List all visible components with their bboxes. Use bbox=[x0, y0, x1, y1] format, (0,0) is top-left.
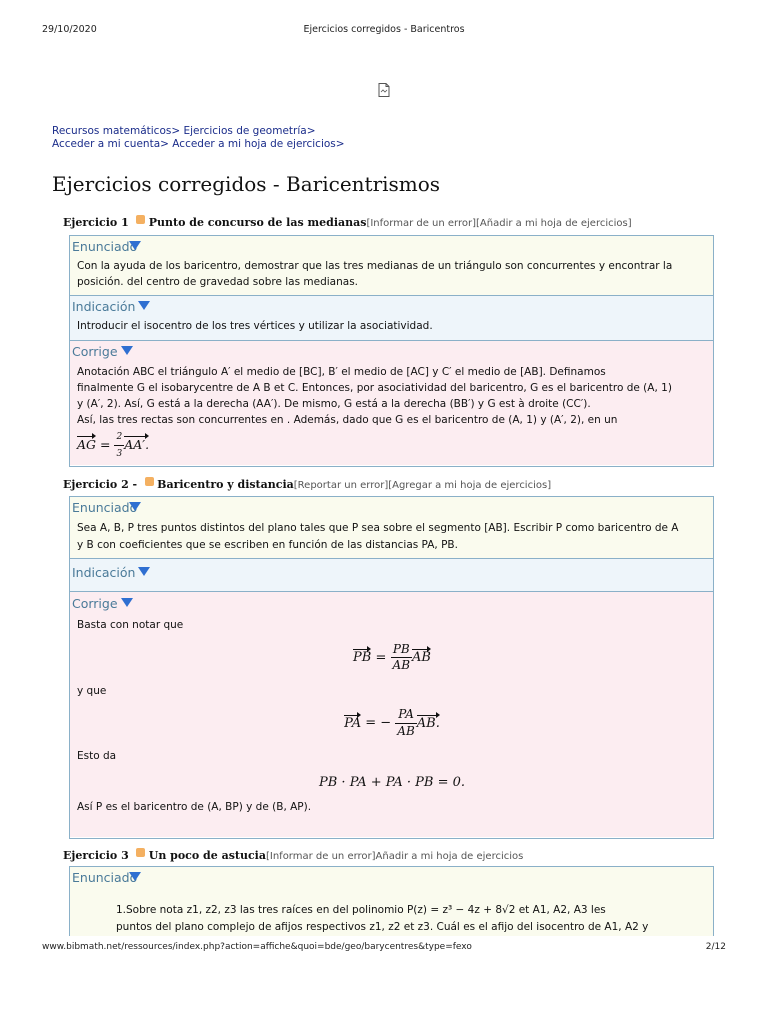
corrige-section bbox=[70, 341, 713, 465]
formula-equals: = bbox=[100, 437, 111, 452]
enunciado-section bbox=[70, 497, 713, 559]
enunciado-text: Con la ayuda de los baricentro, demostrar que las tres medianas de un triángulo son concurrentes y encontrar la posición. del centro de gravedad sobre las medianas. bbox=[77, 260, 673, 288]
document-icon bbox=[378, 83, 390, 97]
enunciado-toggle[interactable] bbox=[70, 497, 713, 518]
corrige-line: Anotación ABC el triángulo A′ el medio de [BC], B′ el medio de [AC] y C′ el medio de [AB]. Definamos bbox=[77, 366, 606, 378]
indicacion-toggle[interactable] bbox=[70, 296, 713, 317]
nav-link-geometria[interactable]: Ejercicios de geometría bbox=[183, 125, 307, 137]
nav-separator: > bbox=[160, 138, 169, 150]
fraction-denominator: AB bbox=[397, 723, 415, 738]
enunciado-section bbox=[70, 867, 713, 936]
vector-pa: PA bbox=[344, 715, 362, 731]
exercise-label: Ejercicio 3 bbox=[63, 849, 129, 862]
exercise-name: Un poco de astucia bbox=[148, 849, 266, 862]
indicacion-text: Introducir el isocentro de los tres vértices y utilizar la asociatividad. bbox=[77, 320, 433, 332]
nav-separator: > bbox=[335, 138, 345, 150]
corrige-line: Basta con notar que bbox=[77, 619, 184, 631]
indicacion-title: Indicación bbox=[72, 299, 136, 314]
corrige-text bbox=[70, 362, 713, 465]
equation-pb bbox=[77, 642, 707, 674]
fraction-numerator: PB bbox=[391, 642, 412, 659]
corrige-line: y que bbox=[77, 684, 107, 697]
corrige-line: Esto da bbox=[77, 750, 117, 762]
exercise-header bbox=[63, 215, 632, 229]
exercise-box bbox=[69, 866, 714, 936]
exercise-box bbox=[69, 496, 714, 839]
corrige-title: Corrige bbox=[72, 344, 118, 359]
exercise-label: Ejercicio 1 bbox=[63, 216, 129, 229]
equation-pa bbox=[77, 707, 707, 739]
equation-sum: PB · PA + PA · PB = 0. bbox=[319, 774, 465, 790]
enunciado-text bbox=[70, 888, 713, 936]
print-header bbox=[42, 24, 726, 38]
exercise-name: Baricentro y distancia bbox=[157, 478, 294, 491]
exercise-header bbox=[63, 477, 551, 491]
chevron-down-icon bbox=[129, 872, 141, 881]
enunciado-title: Enunciado bbox=[72, 500, 138, 515]
corrige-section bbox=[70, 592, 713, 837]
exercise-name: Punto de concurso de las medianas bbox=[148, 216, 367, 229]
pencil-icon bbox=[136, 848, 145, 857]
corrige-line: y (A′, 2). Así, G está a la derecha (AA′). De mismo, G está a la derecha (BB′) y G est à droite (CC′). bbox=[77, 398, 591, 410]
chevron-down-icon bbox=[121, 346, 133, 355]
chevron-down-icon bbox=[138, 301, 150, 310]
corrige-line: finalmente G el isobarycentre de A B et C. Entonces, por asociatividad del baricentro, G es el baricentro de (A, 1) bbox=[77, 382, 672, 394]
formula-fraction bbox=[114, 429, 124, 462]
enunciado-toggle[interactable] bbox=[70, 236, 713, 257]
equation-fraction bbox=[395, 707, 416, 739]
vector-aa: AA′. bbox=[124, 437, 150, 452]
exercise-links[interactable]: [Informar de un error][Añadir a mi hoja de ejercicios] bbox=[366, 218, 632, 229]
chevron-down-icon bbox=[121, 598, 133, 607]
corrige-line: Así, las tres rectas son concurrentes en . Además, dado que G es el baricentro de (A, 1) y (A′, 2), en un bbox=[77, 414, 618, 426]
corrige-text bbox=[70, 614, 713, 822]
breadcrumb bbox=[52, 125, 345, 151]
exercise-links[interactable]: [Informar de un error]Añadir a mi hoja de ejercicios bbox=[265, 851, 524, 862]
nav-link-recursos[interactable]: Recursos matemáticos bbox=[52, 125, 172, 137]
chevron-down-icon bbox=[138, 567, 150, 576]
enunciado-line: 1.Sobre nota z1, z2, z3 las tres raíces en del polinomio P(z) = z³ − 4z + 8√2 et A1, A2, A3 les bbox=[116, 904, 606, 916]
page-title: Ejercicios corregidos - Baricentrismos bbox=[52, 172, 441, 196]
equation-fraction bbox=[391, 642, 412, 674]
print-page-number: 2/12 bbox=[705, 942, 726, 952]
exercise-links[interactable]: [Reportar un error][Agregar a mi hoja de ejercicios] bbox=[293, 480, 552, 491]
enunciado-text bbox=[70, 518, 713, 560]
print-footer bbox=[42, 942, 726, 956]
vector-pb: PB bbox=[353, 650, 372, 665]
indicacion-toggle[interactable] bbox=[70, 559, 713, 583]
enunciado-title: Enunciado bbox=[72, 870, 138, 885]
exercise-label: Ejercicio 2 - bbox=[63, 478, 138, 491]
equation-sign: = − bbox=[365, 715, 392, 731]
chevron-down-icon bbox=[129, 241, 141, 250]
indicacion-section bbox=[70, 559, 713, 592]
print-title: Ejercicios corregidos - Baricentros bbox=[303, 24, 465, 35]
print-url: www.bibmath.net/ressources/index.php?action=affiche&quoi=bde/geo/barycentres&type=fexo bbox=[42, 942, 472, 952]
vector-ab: AB. bbox=[416, 715, 440, 731]
enunciado-line: y B con coeficientes que se escriben en función de las distancias PA, PB. bbox=[77, 539, 458, 551]
nav-link-cuenta[interactable]: Acceder a mi cuenta bbox=[52, 138, 161, 150]
indicacion-section bbox=[70, 296, 713, 341]
fraction-denominator: AB bbox=[392, 658, 411, 672]
exercise-box bbox=[69, 235, 714, 467]
indicacion-title: Indicación bbox=[72, 565, 136, 580]
enunciado-toggle[interactable] bbox=[70, 867, 713, 888]
nav-separator: > bbox=[171, 125, 181, 137]
corrige-toggle[interactable] bbox=[70, 592, 713, 614]
enunciado-line: puntos del plano complejo de afijos respectivos z1, z2 et z3. Cuál es el afijo del isocentro de A1, A2 y bbox=[116, 921, 649, 933]
fraction-numerator: PA bbox=[395, 707, 416, 724]
vector-ab: AB bbox=[412, 650, 431, 665]
equation-sign: = bbox=[375, 650, 387, 665]
fraction-numerator: 2 bbox=[114, 429, 124, 446]
chevron-down-icon bbox=[129, 502, 141, 511]
vector-ag: AG bbox=[77, 437, 97, 452]
exercise-header bbox=[63, 848, 523, 862]
corrige-title: Corrige bbox=[72, 596, 118, 611]
enunciado-line: Sea A, B, P tres puntos distintos del plano tales que P sea sobre el segmento [AB]. Escribir P como baricentro de A bbox=[77, 522, 679, 534]
enunciado-section bbox=[70, 236, 713, 296]
enunciado-title: Enunciado bbox=[72, 239, 138, 254]
corrige-toggle[interactable] bbox=[70, 341, 713, 362]
corrige-line: Así P es el baricentro de (A, BP) y de (B, AP). bbox=[77, 801, 312, 813]
nav-separator: > bbox=[306, 125, 316, 137]
print-date: 29/10/2020 bbox=[42, 24, 97, 35]
nav-link-hoja[interactable]: Acceder a mi hoja de ejercicios bbox=[172, 138, 336, 150]
fraction-denominator: 3 bbox=[116, 449, 123, 459]
pencil-icon bbox=[136, 215, 145, 224]
pencil-icon bbox=[145, 477, 154, 486]
corrige-formula bbox=[77, 429, 707, 462]
